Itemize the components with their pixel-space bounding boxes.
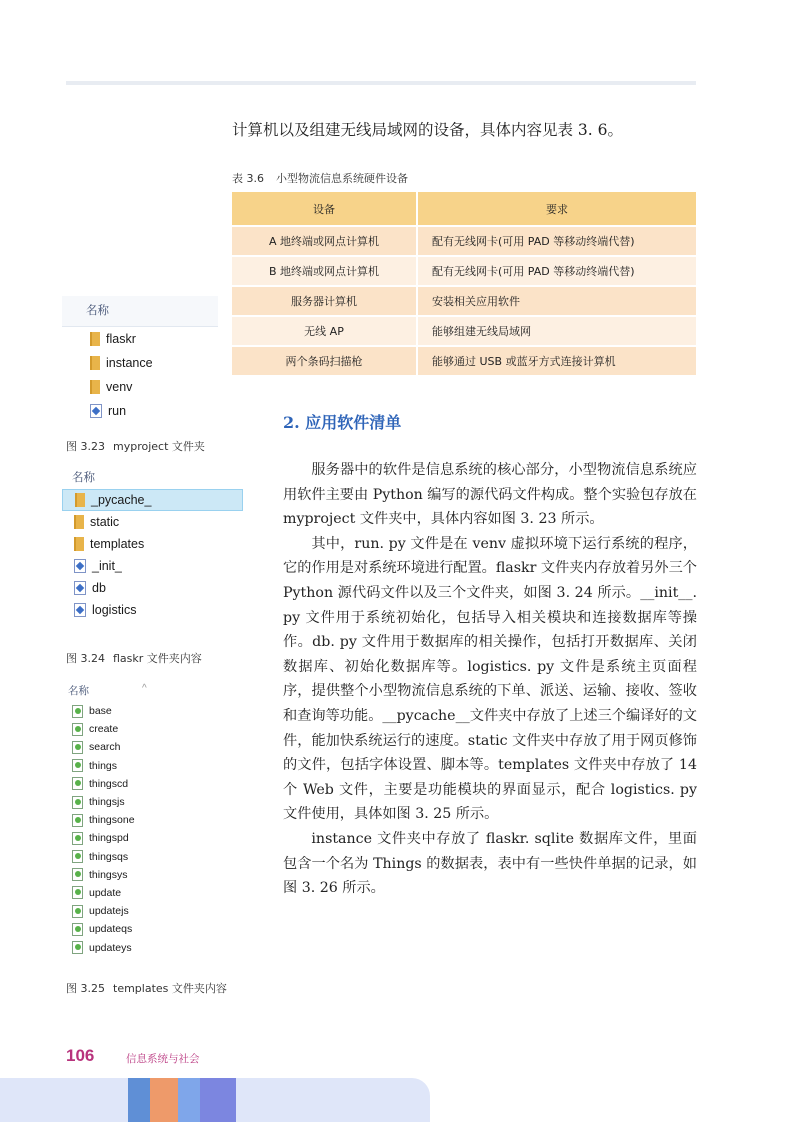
- figure-number: 图 3.24: [66, 652, 105, 665]
- html-file-icon: [72, 741, 83, 754]
- page-number: 106: [66, 1046, 95, 1065]
- file-name: venv: [106, 380, 133, 394]
- sort-chevron-icon[interactable]: ^: [142, 683, 147, 694]
- figure-title: templates 文件夹内容: [113, 982, 227, 995]
- table-cell-requirement: 配有无线网卡(可用 PAD 等移动终端代替): [418, 255, 696, 285]
- table-cell-device: B 地终端或网点计算机: [232, 255, 418, 285]
- file-name: run: [108, 404, 127, 418]
- folder-item-flaskr[interactable]: [62, 327, 218, 351]
- html-file-icon: [72, 886, 83, 899]
- folder-item-static[interactable]: [62, 511, 243, 533]
- name-column-header[interactable]: 名称: [72, 472, 95, 484]
- html-file-icon: [72, 723, 83, 736]
- paragraph: 其中，run. py 文件是在 venv 虚拟环境下运行系统的程序，它的作用是对系统环境进行配置。flaskr 文件夹内存放着另外三个 Python 源代码文件以及三个文件夹，如图 3. 24 所示。__init__. py 文件用于系统初始化，包括导入相关模块和连接数据库等操作。db. py 文件用于数据库的相关操作，包括打开数据库、关闭数据库、初始化数据库等。logistics. py 文件是系统主页面程序，提供整个小型物流信息系统的下单、派送、运输、接收、签收和查询等功能。__pycache__文件夹中存放了上述三个编译好的文件，能加快系统运行的速度。static 文件夹中存放了用于网页修饰的文件，包括字体设置、脚本等。templates 文件夹中存放了 14 个 Web 文件，主要是功能模块的界面显示，配合 logistics. py 文件使用，具体如图 3. 25 所示。: [283, 535, 697, 823]
- file-name: thingsjs: [89, 796, 125, 809]
- flaskr-folder-panel: [62, 467, 243, 633]
- file-name: updateqs: [89, 923, 133, 936]
- html-file-item[interactable]: [62, 938, 232, 956]
- html-file-item[interactable]: [62, 738, 232, 756]
- folder-item-templates[interactable]: [62, 533, 243, 555]
- file-name: instance: [106, 356, 153, 370]
- table-caption: [232, 170, 408, 186]
- html-file-item[interactable]: [62, 720, 232, 738]
- name-column-header[interactable]: 名称: [62, 296, 218, 327]
- table-header-requirement: 要求: [418, 192, 696, 225]
- table-row: [232, 315, 696, 345]
- folder-icon: [74, 515, 84, 529]
- myproject-folder-panel: [62, 296, 218, 424]
- table-cell-device: 服务器计算机: [232, 285, 418, 315]
- html-file-item[interactable]: [62, 811, 232, 829]
- intro-line: 计算机以及组建无线局域网的设备，具体内容见表 3. 6。: [232, 121, 624, 139]
- section-title: 2. 应用软件清单: [283, 413, 402, 432]
- table-header-row: [232, 192, 696, 225]
- folder-item-pycache[interactable]: [62, 489, 243, 511]
- table-cell-device: 无线 AP: [232, 315, 418, 345]
- folder-icon: [90, 332, 100, 346]
- body-text: [283, 458, 697, 901]
- file-name: thingscd: [89, 777, 129, 790]
- file-item-init[interactable]: [62, 555, 243, 577]
- folder-icon: [74, 537, 84, 551]
- html-file-icon: [72, 923, 83, 936]
- figure-title: myproject 文件夹: [113, 440, 205, 453]
- html-file-item[interactable]: [62, 775, 232, 793]
- html-file-item[interactable]: [62, 757, 232, 775]
- file-name: static: [90, 515, 120, 529]
- html-file-icon: [72, 832, 83, 845]
- header-label: 名称: [68, 685, 89, 697]
- html-file-item[interactable]: [62, 866, 232, 884]
- table-row: [232, 255, 696, 285]
- file-name: thingsys: [89, 868, 128, 881]
- table-row: [232, 225, 696, 255]
- file-name: db: [92, 581, 106, 595]
- table-cell-device: A 地终端或网点计算机: [232, 225, 418, 255]
- table-row: [232, 285, 696, 315]
- table-cell-requirement: 配有无线网卡(可用 PAD 等移动终端代替): [418, 225, 696, 255]
- file-name: thingspd: [89, 832, 129, 845]
- file-name: updateys: [89, 941, 132, 954]
- file-item-run[interactable]: [62, 399, 218, 423]
- file-name: update: [89, 886, 122, 899]
- file-name: _pycache_: [91, 493, 152, 507]
- table-cell-requirement: 能够组建无线局域网: [418, 315, 696, 345]
- figure-number: 图 3.25: [66, 982, 105, 995]
- html-file-icon: [72, 777, 83, 790]
- folder-icon: [75, 493, 85, 507]
- table-cell-requirement: 能够通过 USB 或蓝牙方式连接计算机: [418, 345, 696, 375]
- table-cell-requirement: 安装相关应用软件: [418, 285, 696, 315]
- folder-item-instance[interactable]: [62, 351, 218, 375]
- file-name: search: [89, 741, 121, 754]
- html-file-item[interactable]: [62, 884, 232, 902]
- figure-caption-3-25: [66, 980, 227, 996]
- footer-stripe: [150, 1078, 178, 1122]
- file-name: templates: [90, 537, 145, 551]
- python-file-icon: [74, 603, 86, 617]
- python-file-icon: [74, 581, 86, 595]
- table-caption-title: 小型物流信息系统硬件设备: [276, 172, 408, 185]
- table-cell-device: 两个条码扫描枪: [232, 345, 418, 375]
- html-file-item[interactable]: [62, 702, 232, 720]
- footer-decor-bar: [0, 1078, 430, 1122]
- html-file-icon: [72, 905, 83, 918]
- header-rule: [66, 81, 696, 85]
- hardware-table: [232, 192, 696, 375]
- table-row: [232, 345, 696, 375]
- python-file-icon: [74, 559, 86, 573]
- figure-title: flaskr 文件夹内容: [113, 652, 202, 665]
- python-file-icon: [90, 404, 102, 418]
- html-file-item[interactable]: [62, 848, 232, 866]
- html-file-item[interactable]: [62, 920, 232, 938]
- paragraph: instance 文件夹中存放了 flaskr. sqlite 数据库文件，里面包含一个名为 Things 的数据表，表中有一些快件单据的记录，如图 3. 26 所示。: [283, 830, 697, 897]
- html-file-item[interactable]: [62, 902, 232, 920]
- html-file-item[interactable]: [62, 793, 232, 811]
- html-file-icon: [72, 868, 83, 881]
- file-name: base: [89, 705, 112, 718]
- footer-stripe: [178, 1078, 200, 1122]
- folder-icon: [90, 380, 100, 394]
- html-file-icon: [72, 705, 83, 718]
- figure-caption-3-23: [66, 438, 205, 454]
- file-name: create: [89, 723, 119, 736]
- file-name: _init_: [92, 559, 122, 573]
- paragraph: 服务器中的软件是信息系统的核心部分，小型物流信息系统应用软件主要由 Python 编写的源代码文件构成。整个实验包存放在 myproject 文件夹中，具体内容如图 3. 23 所示。: [283, 462, 697, 528]
- name-column-header[interactable]: [62, 680, 232, 702]
- html-file-icon: [72, 941, 83, 954]
- html-file-icon: [72, 850, 83, 863]
- html-file-icon: [72, 796, 83, 809]
- file-name: thingsone: [89, 814, 135, 827]
- table-caption-number: 表 3.6: [232, 172, 264, 185]
- figure-number: 图 3.23: [66, 440, 105, 453]
- html-file-icon: [72, 814, 83, 827]
- footer-stripe: [200, 1078, 236, 1122]
- table-header-device: 设备: [232, 192, 418, 225]
- templates-folder-panel: [62, 680, 232, 965]
- book-title: 信息系统与社会: [126, 1053, 200, 1065]
- folder-icon: [90, 356, 100, 370]
- footer-stripe: [128, 1078, 150, 1122]
- file-name: things: [89, 759, 118, 772]
- html-file-icon: [72, 759, 83, 772]
- file-name: updatejs: [89, 905, 129, 918]
- folder-item-venv[interactable]: [62, 375, 218, 399]
- file-name: logistics: [92, 603, 137, 617]
- file-item-logistics[interactable]: [62, 599, 243, 621]
- html-file-item[interactable]: [62, 829, 232, 847]
- file-name: thingsqs: [89, 850, 129, 863]
- file-name: flaskr: [106, 332, 136, 346]
- file-item-db[interactable]: [62, 577, 243, 599]
- figure-caption-3-24: [66, 650, 202, 666]
